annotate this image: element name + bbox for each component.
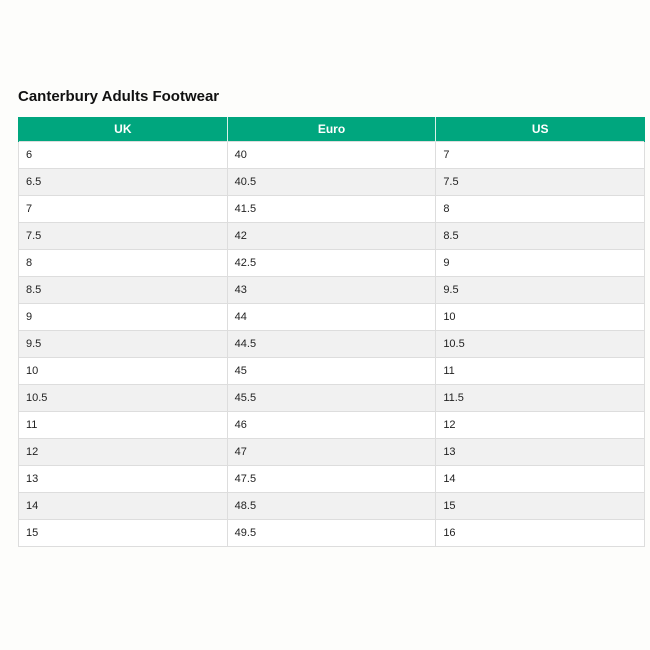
cell-euro: 40 bbox=[227, 142, 436, 169]
cell-us: 9 bbox=[436, 250, 645, 277]
cell-uk: 9 bbox=[19, 304, 228, 331]
table-body bbox=[19, 142, 645, 547]
cell-us: 10 bbox=[436, 304, 645, 331]
cell-euro: 44 bbox=[227, 304, 436, 331]
cell-euro: 42 bbox=[227, 223, 436, 250]
cell-uk: 10.5 bbox=[19, 385, 228, 412]
table-row bbox=[19, 520, 645, 547]
cell-euro: 45.5 bbox=[227, 385, 436, 412]
cell-us: 15 bbox=[436, 493, 645, 520]
cell-uk: 7.5 bbox=[19, 223, 228, 250]
table-row bbox=[19, 196, 645, 223]
cell-euro: 47.5 bbox=[227, 466, 436, 493]
cell-us: 12 bbox=[436, 412, 645, 439]
cell-euro: 40.5 bbox=[227, 169, 436, 196]
table-row bbox=[19, 358, 645, 385]
cell-us: 16 bbox=[436, 520, 645, 547]
cell-euro: 42.5 bbox=[227, 250, 436, 277]
table-row bbox=[19, 331, 645, 358]
cell-uk: 10 bbox=[19, 358, 228, 385]
table-row bbox=[19, 466, 645, 493]
table-row bbox=[19, 250, 645, 277]
column-header-us: US bbox=[436, 117, 645, 142]
cell-us: 8 bbox=[436, 196, 645, 223]
cell-uk: 13 bbox=[19, 466, 228, 493]
table-row bbox=[19, 439, 645, 466]
cell-uk: 15 bbox=[19, 520, 228, 547]
header-row bbox=[19, 117, 645, 142]
cell-us: 8.5 bbox=[436, 223, 645, 250]
cell-uk: 6 bbox=[19, 142, 228, 169]
cell-us: 11 bbox=[436, 358, 645, 385]
page-title: Canterbury Adults Footwear bbox=[18, 88, 220, 105]
cell-uk: 6.5 bbox=[19, 169, 228, 196]
cell-us: 10.5 bbox=[436, 331, 645, 358]
cell-us: 14 bbox=[436, 466, 645, 493]
table-row bbox=[19, 385, 645, 412]
table-row bbox=[19, 169, 645, 196]
cell-euro: 45 bbox=[227, 358, 436, 385]
cell-us: 7.5 bbox=[436, 169, 645, 196]
cell-euro: 48.5 bbox=[227, 493, 436, 520]
column-header-euro: Euro bbox=[227, 117, 436, 142]
table-header bbox=[19, 117, 645, 142]
table-row bbox=[19, 304, 645, 331]
cell-euro: 46 bbox=[227, 412, 436, 439]
cell-uk: 11 bbox=[19, 412, 228, 439]
table-row bbox=[19, 142, 645, 169]
cell-us: 9.5 bbox=[436, 277, 645, 304]
table-row bbox=[19, 493, 645, 520]
cell-euro: 49.5 bbox=[227, 520, 436, 547]
cell-euro: 47 bbox=[227, 439, 436, 466]
cell-us: 11.5 bbox=[436, 385, 645, 412]
cell-uk: 9.5 bbox=[19, 331, 228, 358]
table-row bbox=[19, 412, 645, 439]
cell-uk: 14 bbox=[19, 493, 228, 520]
cell-us: 13 bbox=[436, 439, 645, 466]
cell-uk: 7 bbox=[19, 196, 228, 223]
column-header-uk: UK bbox=[19, 117, 228, 142]
cell-us: 7 bbox=[436, 142, 645, 169]
cell-uk: 12 bbox=[19, 439, 228, 466]
cell-euro: 44.5 bbox=[227, 331, 436, 358]
table-row bbox=[19, 223, 645, 250]
size-chart-table bbox=[18, 117, 645, 547]
table-row bbox=[19, 277, 645, 304]
cell-euro: 41.5 bbox=[227, 196, 436, 223]
cell-uk: 8.5 bbox=[19, 277, 228, 304]
cell-euro: 43 bbox=[227, 277, 436, 304]
cell-uk: 8 bbox=[19, 250, 228, 277]
